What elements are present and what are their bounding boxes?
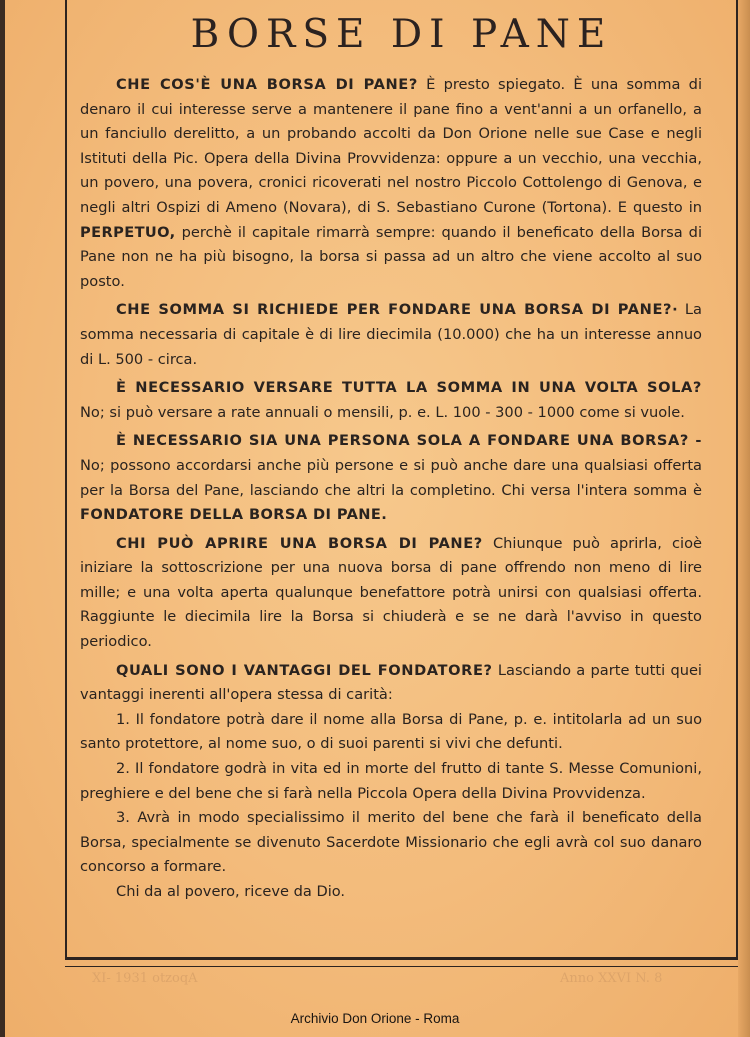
- emphasis-fondatore: FONDATORE DELLA BORSA DI PANE.: [80, 506, 388, 524]
- answer-how-much: La somma necessaria di capitale è di lire diecimila (10.000) che ha un interesse annuo di L. 500 - circa.: [80, 301, 702, 368]
- section-single-person: [80, 429, 702, 527]
- question-all-at-once: È NECESSARIO VERSARE TUTTA LA SOMMA IN UNA VOLTA SOLA?: [116, 379, 702, 397]
- question-advantages: QUALI SONO I VANTAGGI DEL FONDATORE?: [116, 661, 493, 679]
- list-item: 1. Il fondatore potrà dare il nome alla Borsa di Pane, p. e. intitolarla ad un suo santo protettore, al nome suo, o di suoi parenti si vivi che defunti.: [80, 710, 702, 753]
- answer-what-is-b: perchè il capitale rimarrà sempre: quando il beneficato della Borsa di Pane non ne ha più bisogno, la borsa si passa ad un altro che viene accolto al suo posto.: [80, 223, 702, 290]
- question-single-person: È NECESSARIO SIA UNA PERSONA SOLA A FONDARE UNA BORSA? -: [116, 432, 702, 450]
- emphasis-perpetuo: PERPETUO,: [80, 223, 176, 241]
- list-item: 2. Il fondatore godrà in vita ed in morte del frutto di tante S. Messe Comunioni, preghiere e del bene che si farà nella Piccola Opera della Divina Provvidenza.: [80, 760, 702, 802]
- list-item: 3. Avrà in modo specialissimo il merito del bene che farà il beneficato della Borsa, specialmente se divenuto Sacerdote Missionario che egli avrà col suo danaro concorso a formare.: [80, 809, 702, 876]
- page-frame-rule: [65, 966, 738, 967]
- answer-what-is-a: È presto spiegato. È una somma di denaro il cui interesse serve a mantenere il pane fino a vent'anni a un orfanello, a un fanciullo derelitto, a un probando accolti da Don Orione nelle sue Case e negli Istituti della Pic. Opera della Divina Provvidenza: oppure a un vecchio, una vecchia, un povero, una povera, cronici ricoverati nel nostro Piccolo Cottolengo di Genova, e negli altri Ospizi di Ameno (Novara), di S. Sebastiano Curone (Tortona). E questo in: [80, 76, 702, 216]
- section-advantages: [80, 659, 702, 708]
- answer-single-person: No; possono accordarsi anche più persone e si può anche dare una qualsiasi offerta per la Borsa del Pane, lasciando che altri la completino. Chi versa l'intera somma è: [80, 456, 702, 499]
- question-what-is: CHE COS'È UNA BORSA DI PANE?: [116, 76, 418, 93]
- page-title: BORSE DI PANE: [190, 12, 613, 57]
- faint-bleedthrough-left: XI- 1931 otzoqA: [92, 971, 198, 986]
- section-all-at-once: [80, 376, 702, 425]
- answer-all-at-once: No; si può versare a rate annuali o mensili, p. e. L. 100 - 300 - 1000 come si vuole.: [80, 403, 685, 421]
- article-body: [80, 73, 702, 905]
- question-how-much: CHE SOMMA SI RICHIEDE PER FONDARE UNA BORSA DI PANE?·: [116, 301, 679, 319]
- scan-right-edge: [738, 0, 750, 1037]
- closing-line: Chi da al povero, riceve da Dio.: [116, 883, 346, 900]
- scan-left-edge: [0, 0, 5, 1037]
- section-what-is: [80, 73, 702, 294]
- answer-advantages: Lasciando a parte tutti quei vantaggi inerenti all'opera stessa di carità:: [80, 661, 702, 704]
- faint-bleedthrough-right: Anno XXVI N. 8: [560, 971, 663, 986]
- section-who-can-open: [80, 532, 702, 655]
- archive-caption: Archivio Don Orione - Roma: [290, 1011, 460, 1026]
- answer-who-can-open: Chiunque può aprirla, cioè iniziare la sottoscrizione per una nuova borsa di pane offrendo non meno di lire mille; e una volta aperta qualunque benefattore potrà unirsi con qualsiasi offerta. Raggiunte le diecimila lire la Borsa si chiuderà e se ne darà l'avviso in questo periodico.: [80, 534, 702, 651]
- section-how-much: [80, 298, 702, 372]
- question-who-can-open: CHI PUÒ APRIRE UNA BORSA DI PANE?: [116, 534, 483, 552]
